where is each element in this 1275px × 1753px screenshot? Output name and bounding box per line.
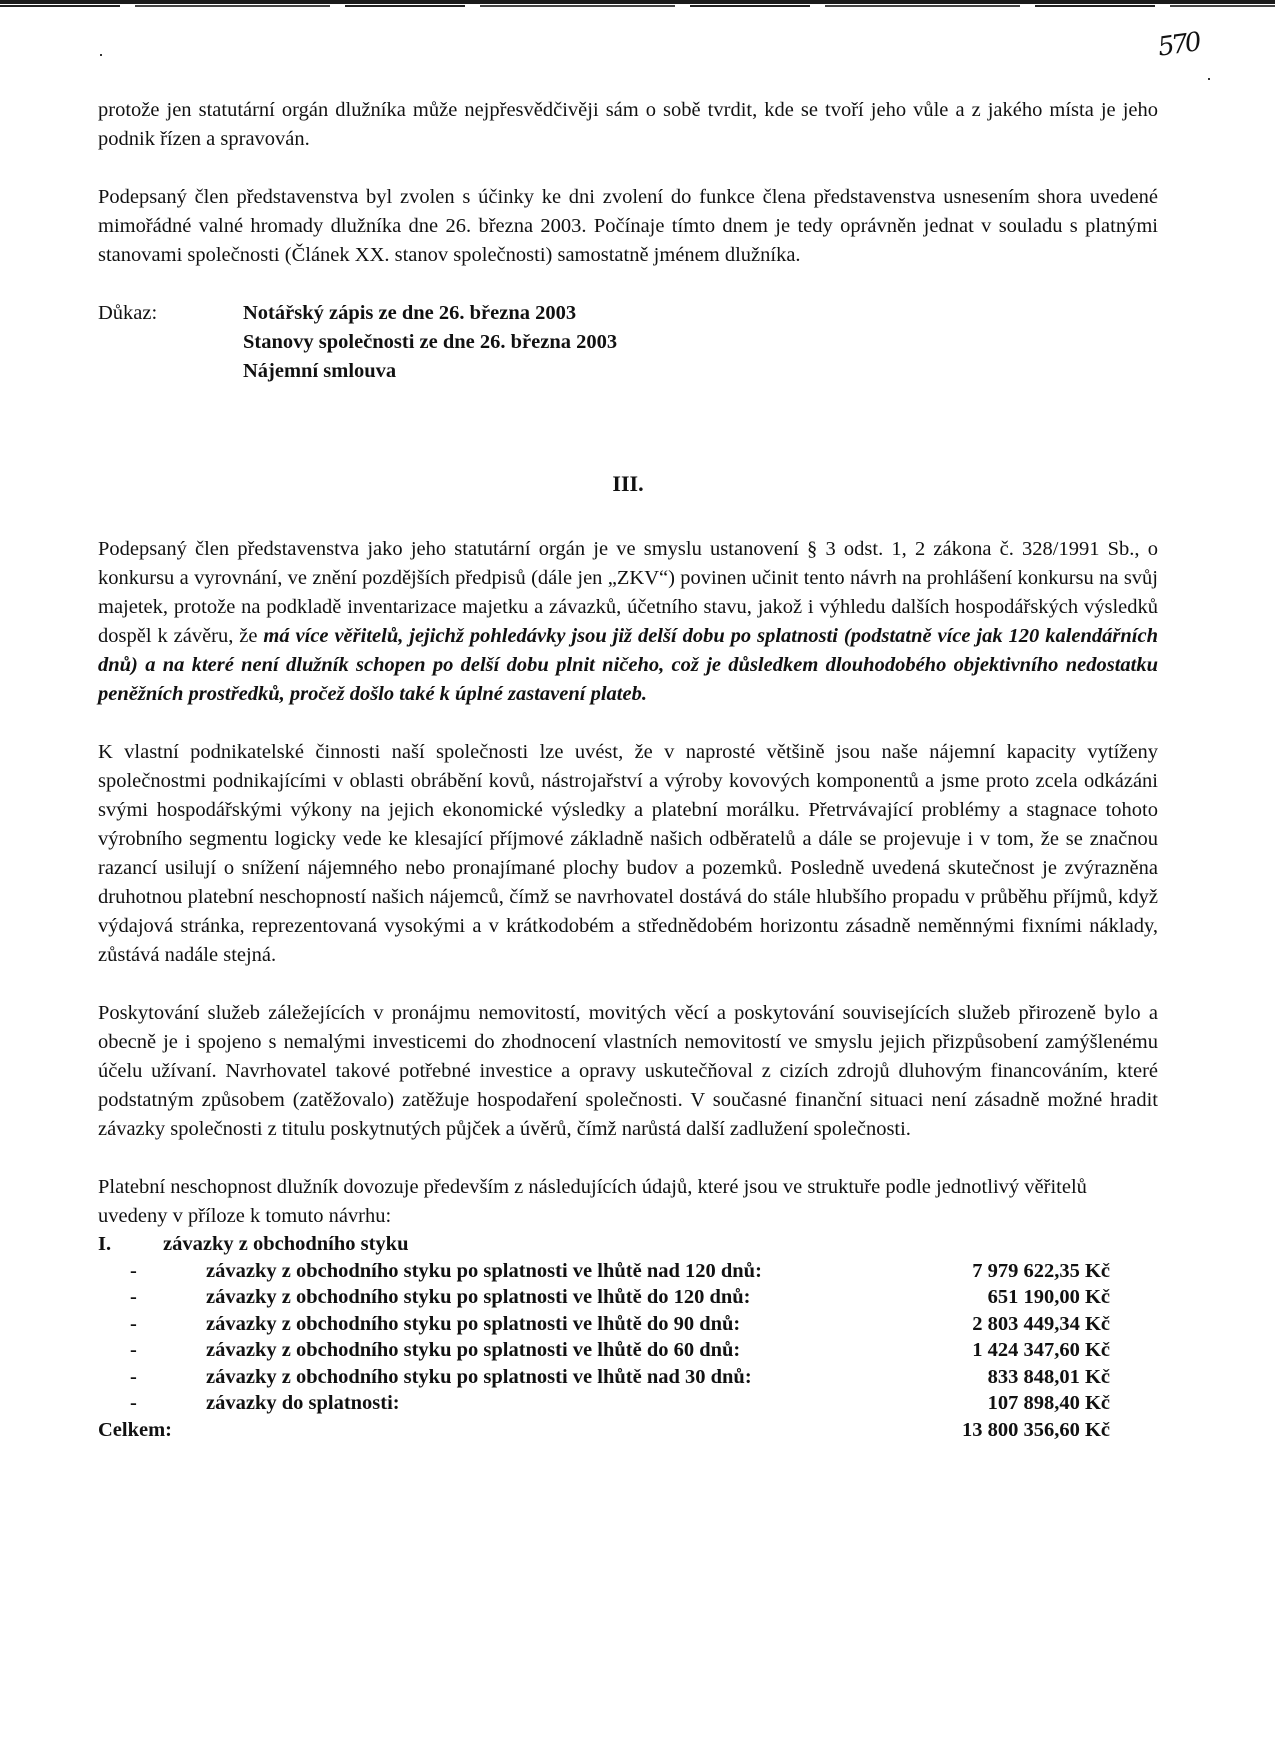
table-row xyxy=(98,1258,1110,1285)
scan-speck xyxy=(1208,78,1210,80)
scan-border-top xyxy=(0,0,1275,4)
row-amount: 651 190,00 Kč xyxy=(987,1286,1110,1308)
table-row xyxy=(98,1311,1110,1338)
row-label: závazky z obchodního styku po splatnosti ve lhůtě do 60 dnů: xyxy=(206,1339,741,1361)
paragraph-insolvency-data: Platební neschopnost dlužník dovozuje především z následujících údajů, které jsou ve struktuře podle jednotlivý věřitelů uvedeny v příloze k tomuto návrhu: xyxy=(98,1176,1087,1227)
group-label: závazky z obchodního styku xyxy=(163,1233,409,1255)
evidence-label: Důkaz: xyxy=(98,302,158,324)
bullet-dash: - xyxy=(130,1392,137,1414)
table-row xyxy=(98,1390,1110,1417)
scan-border-artifact xyxy=(0,5,1275,7)
row-amount: 1 424 347,60 Kč xyxy=(972,1339,1110,1361)
document-body xyxy=(98,96,1158,1443)
section-heading: III. xyxy=(612,471,644,496)
paragraph-bankruptcy-duty xyxy=(98,535,1158,709)
table-row xyxy=(98,1284,1110,1311)
row-label: závazky z obchodního styku po splatnosti ve lhůtě do 90 dnů: xyxy=(206,1312,741,1335)
row-label: závazky z obchodního styku po splatnosti ve lhůtě nad 30 dnů: xyxy=(206,1365,752,1388)
bullet-dash: - xyxy=(130,1339,137,1361)
table-row xyxy=(98,1337,1110,1364)
total-label: Celkem: xyxy=(98,1418,173,1441)
evidence-item: Nájemní smlouva xyxy=(243,360,397,382)
total-row xyxy=(98,1417,1110,1444)
paragraph-business-activity: K vlastní podnikatelské činnosti naší společnosti lze uvést, že v naprosté většině jsou naše nájemní kapacity vytíženy společnostmi podnikajícími v oblasti obrábění kovů, nástrojařství a výroby kovových komponentů a jsme proto zcela odkázáni svými hospodářskými výkony na jejich ekonomické výsledky a platební morálku. Přetrvávající problémy a stagnace tohoto výrobního segmentu logicky vede ke klesající příjmové základně našich odběratelů a dále se projevuje i v tom, že se značnou razancí usilují o snížení nájemného nebo pronajímané plochy budov a pozemků. Posledně uvedená skutečnost je zvýrazněna druhotnou platební neschopností našich nájemců, čímž se navrhovatel dostává do stále hlubšího propadu v průběhu příjmů, když výdajová stránka, reprezentovaná vysokými a v krátkodobém a střednědobém horizontu zásadně neměnnými fixními náklady, zůstává nadále stejná. xyxy=(98,741,1158,966)
evidence-item: Notářský zápis ze dne 26. března 2003 xyxy=(243,302,577,324)
paragraph-text: Podepsaný člen představenstva jako jeho statutární orgán je ve smyslu ustanovení § 3 odst. 1, 2 zákona č. 328/1991 Sb., o konkursu a vyrovnání, ve znění pozdějších předpisů (dále jen „ZKV“) povinen učinit tento návrh na prohlášení konkursu na svůj majetek, protože na podkladě inventarizace majetku a závazků, účetního stavu, jakož i výhledu dalších hospodářských výsledků dospěl k závěru, že xyxy=(98,538,1158,647)
evidence-list xyxy=(243,299,617,386)
handwritten-page-number: 570 xyxy=(1156,27,1201,63)
paragraph-continuation: protože jen statutární orgán dlužníka může nejpřesvědčivěji sám o sobě tvrdit, kde se tvoří jeho vůle a z jakého místa je jeho podnik řízen a spravován. xyxy=(98,99,1158,150)
evidence-item: Stanovy společnosti ze dne 26. března 2003 xyxy=(243,331,618,353)
bullet-dash: - xyxy=(130,1312,137,1335)
row-amount: 833 848,01 Kč xyxy=(987,1365,1110,1388)
liabilities-table xyxy=(98,1231,1110,1443)
row-amount: 7 979 622,35 Kč xyxy=(972,1259,1110,1282)
total-amount: 13 800 356,60 Kč xyxy=(961,1418,1110,1441)
evidence-block xyxy=(98,299,1158,386)
bullet-dash: - xyxy=(130,1286,137,1308)
row-amount: 2 803 449,34 Kč xyxy=(972,1312,1110,1335)
bullet-dash: - xyxy=(130,1365,137,1388)
liabilities-group-header xyxy=(98,1231,1110,1258)
paragraph-investments: Poskytování služeb záležejících v pronájmu nemovitostí, movitých věcí a poskytování souvisejících služeb přirozeně bylo a obecně je i spojeno s nemalými investicemi do zhodnocení vlastních nemovitostí ve smyslu jejich přizpůsobení zamýšlenému účelu užívaní. Navrhovatel takové potřebné investice a opravy uskutečňoval z cizích zdrojů dluhovým financováním, které podstatným způsobem (zatěžovalo) zatěžuje hospodaření společnosti. V současné finanční situaci není zásadně možné hradit závazky společnosti z titulu poskytnutých půjček a úvěrů, čímž narůstá další zadlužení společnosti. xyxy=(98,1002,1158,1140)
paragraph-board-member-election: Podepsaný člen představenstva byl zvolen s účinky ke dni zvolení do funkce člena představenstva usnesením shora uvedené mimořádné valné hromady dlužníka dne 26. března 2003. Počínaje tímto dnem je tedy oprávněn jednat v souladu s platnými stanovami společnosti (Článek XX. stanov společnosti) samostatně jménem dlužníka. xyxy=(98,186,1158,266)
row-label: závazky z obchodního styku po splatnosti ve lhůtě do 120 dnů: xyxy=(206,1286,751,1308)
bullet-dash: - xyxy=(130,1259,137,1282)
row-amount: 107 898,40 Kč xyxy=(987,1392,1110,1414)
row-label: závazky z obchodního styku po splatnosti ve lhůtě nad 120 dnů: xyxy=(206,1259,762,1282)
table-row xyxy=(98,1364,1110,1391)
group-number: I. xyxy=(98,1233,112,1255)
row-label: závazky do splatnosti: xyxy=(206,1392,400,1414)
scan-speck xyxy=(100,54,102,56)
emphasized-text: má více věřitelů, jejichž pohledávky jsou již delší dobu po splatnosti (podstatně více jak 120 kalendářních dnů) a na které není dlužník schopen po delší dobu plnit ničeho, což je důsledkem dlouhodobého objektivního nedostatku peněžních prostředků, pročež došlo také k úplné zastavení plateb. xyxy=(98,625,1158,705)
